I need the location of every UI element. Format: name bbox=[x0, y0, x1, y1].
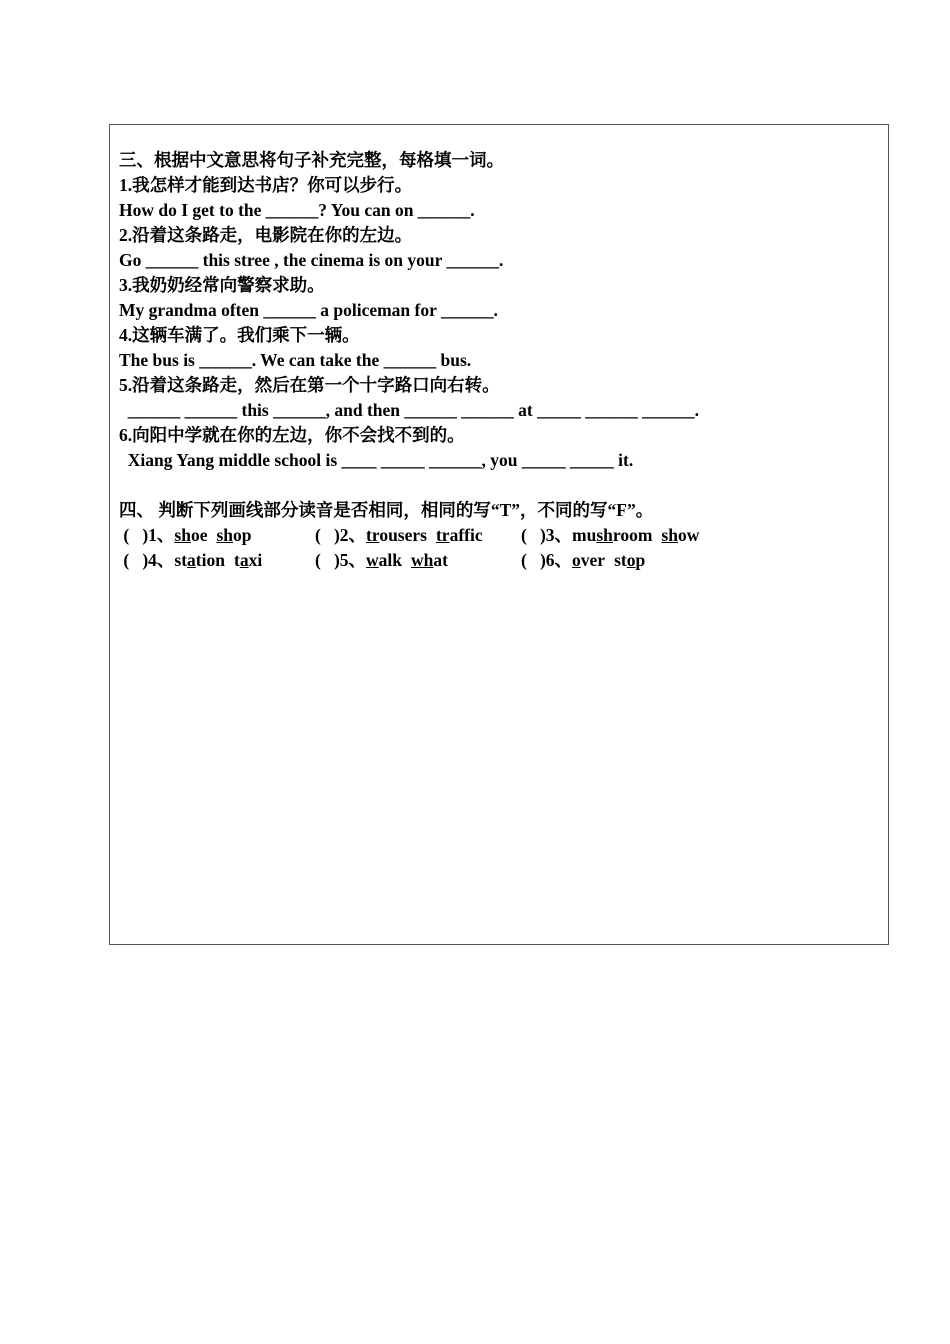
section3-heading: 三、根据中文意思将句子补充完整，每格填一词。 bbox=[119, 150, 504, 170]
item4-english: The bus is ______. We can take the ______ bus. bbox=[119, 350, 472, 370]
answer-bracket: ( )1、 bbox=[119, 525, 175, 545]
phonics-item bbox=[315, 523, 521, 548]
underlined-letters: sh bbox=[661, 525, 678, 545]
underlined-letters: tr bbox=[366, 525, 380, 545]
phonics-item bbox=[119, 523, 315, 548]
phonics-word: over bbox=[572, 550, 606, 570]
answer-bracket: ( )3、 bbox=[521, 525, 573, 545]
phonics-word: what bbox=[411, 550, 448, 570]
phonics-item bbox=[119, 548, 315, 573]
item5-english: ______ ______ this ______, and then ______ ______ at _____ ______ ______. bbox=[119, 400, 699, 420]
item2-chinese: 2.沿着这条路走，电影院在你的左边。 bbox=[119, 225, 413, 245]
section4-heading: 四、 判断下列画线部分读音是否相同，相同的写“T”，不同的写“F”。 bbox=[119, 500, 654, 520]
phonics-word: shop bbox=[216, 525, 252, 545]
item3-english: My grandma often ______ a policeman for ______. bbox=[119, 300, 498, 320]
phonics-item bbox=[521, 523, 771, 548]
phonics-word: trousers bbox=[366, 525, 427, 545]
answer-bracket: ( )5、 bbox=[315, 550, 367, 570]
underlined-letters: a bbox=[187, 550, 196, 570]
item6-english: Xiang Yang middle school is ____ _____ ______, you _____ _____ it. bbox=[119, 450, 634, 470]
phonics-row-2 bbox=[119, 548, 879, 573]
item1-chinese: 1.我怎样才能到达书店？你可以步行。 bbox=[119, 175, 413, 195]
phonics-word: show bbox=[661, 525, 700, 545]
underlined-letters: wh bbox=[411, 550, 434, 570]
underlined-letters: a bbox=[239, 550, 249, 570]
answer-bracket: ( )2、 bbox=[315, 525, 367, 545]
underlined-letters: sh bbox=[596, 525, 613, 545]
item6-chinese: 6.向阳中学就在你的左边，你不会找不到的。 bbox=[119, 425, 465, 445]
underlined-letters: sh bbox=[216, 525, 234, 545]
answer-bracket: ( )4、 bbox=[119, 550, 175, 570]
phonics-word: traffic bbox=[435, 525, 483, 545]
phonics-row-1 bbox=[119, 523, 879, 548]
phonics-word: mushroom bbox=[572, 525, 653, 545]
underlined-letters: o bbox=[626, 550, 636, 570]
underlined-letters: o bbox=[572, 550, 581, 570]
underlined-letters: sh bbox=[174, 525, 191, 545]
phonics-word: station bbox=[174, 550, 225, 570]
item3-chinese: 3.我奶奶经常向警察求助。 bbox=[119, 275, 325, 295]
answer-bracket: ( )6、 bbox=[521, 550, 573, 570]
phonics-word: taxi bbox=[233, 550, 263, 570]
worksheet-content bbox=[119, 148, 879, 573]
phonics-item bbox=[315, 548, 521, 573]
item1-english: How do I get to the ______? You can on ______. bbox=[119, 200, 475, 220]
underlined-letters: w bbox=[366, 550, 379, 570]
underlined-letters: tr bbox=[435, 525, 450, 545]
phonics-item bbox=[521, 548, 771, 573]
item4-chinese: 4.这辆车满了。我们乘下一辆。 bbox=[119, 325, 360, 345]
item5-chinese: 5.沿着这条路走，然后在第一个十字路口向右转。 bbox=[119, 375, 500, 395]
phonics-word: stop bbox=[614, 550, 646, 570]
item2-english: Go ______ this stree , the cinema is on your ______. bbox=[119, 250, 504, 270]
phonics-word: walk bbox=[366, 550, 403, 570]
phonics-word: shoe bbox=[174, 525, 208, 545]
